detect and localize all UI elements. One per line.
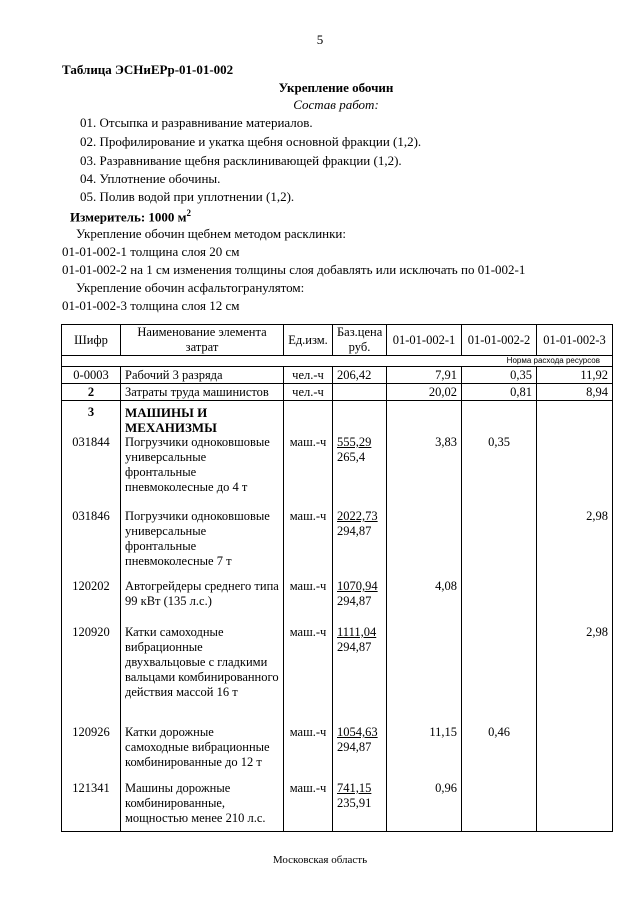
cell-code: 120926: [62, 725, 121, 781]
cell-unit: маш.-ч: [284, 435, 333, 509]
cell-unit: чел.-ч: [284, 384, 333, 401]
section-heading-text: Укрепление обочин: [278, 80, 394, 95]
work-item: 02. Профилирование и укатка щебня основной фракции (1,2).: [80, 134, 422, 149]
cell-value-1: 7,91: [387, 367, 462, 384]
cell-code: 2: [62, 384, 121, 401]
description-line: 01-01-002-1 толщина слоя 20 см: [62, 244, 240, 259]
cell-name: Рабочий 3 разряда: [121, 367, 284, 384]
cell-value-2: [462, 509, 537, 579]
cell-name: Погрузчики одноковшовые универсальные фронтальные пневмоколесные 7 т: [121, 509, 284, 579]
description-line: 01-01-002-3 толщина слоя 12 см: [62, 298, 240, 313]
norm-label: Норма расхода ресурсов: [62, 356, 613, 367]
cell-name: Автогрейдеры среднего типа 99 кВт (135 л.с.): [121, 579, 284, 625]
table-row: [62, 435, 613, 509]
cell-value-3: 11,92: [537, 367, 613, 384]
header-price: Баз.цена руб.: [333, 325, 387, 356]
price-base: 294,87: [337, 640, 372, 654]
cell-unit: маш.-ч: [284, 579, 333, 625]
price-current: 1054,63: [337, 725, 378, 739]
work-composition-label: [0, 97, 640, 113]
unit-of-measure: [70, 208, 191, 225]
cell-value-1: [387, 625, 462, 725]
table-row: [62, 579, 613, 625]
cell-code: 031846: [62, 509, 121, 579]
cell-value-3: [537, 435, 613, 509]
unit-of-measure-text: Измеритель: 1000 м: [70, 209, 187, 225]
price-current: 2022,73: [337, 509, 378, 523]
cell-price: [333, 625, 387, 725]
work-item: 01. Отсыпка и разравнивание материалов.: [80, 115, 313, 130]
unit-superscript: 2: [186, 208, 192, 218]
cell-unit: маш.-ч: [284, 781, 333, 831]
cell-value-1: 0,96: [387, 781, 462, 831]
price-current: 741,15: [337, 781, 372, 795]
cell-value-1: [387, 509, 462, 579]
cell-name: Катки самоходные вибрационные двухвальцовые с гладкими вальцами комбинированного действия массой 16 т: [121, 625, 284, 725]
cell-price: [333, 579, 387, 625]
cell-value-1: 4,08: [387, 579, 462, 625]
description-line: Укрепление обочин асфальтогранулятом:: [76, 280, 305, 295]
resource-table: [61, 324, 613, 832]
price-base: 294,87: [337, 524, 372, 538]
cell-value-3: [537, 781, 613, 831]
cell-value-1: 3,83: [387, 435, 462, 509]
cell-name: Машины дорожные комбинированные, мощностью менее 210 л.с.: [121, 781, 284, 831]
table-row: [62, 384, 613, 401]
page-number: 5: [316, 32, 324, 47]
cell-code: 120202: [62, 579, 121, 625]
cell-unit: маш.-ч: [284, 509, 333, 579]
section-name: МАШИНЫ И МЕХАНИЗМЫ: [121, 401, 284, 436]
header-code: Шифр: [62, 325, 121, 356]
norm-row: [62, 356, 613, 367]
work-item: 05. Полив водой при уплотнении (1,2).: [80, 189, 295, 204]
footer-region: Московская область: [272, 854, 368, 866]
cell-value-3: 2,98: [537, 509, 613, 579]
work-composition-text: Состав работ:: [293, 97, 379, 112]
header-col3: 01-01-002-3: [537, 325, 613, 356]
header-name: Наименование элемента затрат: [121, 325, 284, 356]
cell-price: 206,42: [333, 367, 387, 384]
description-line: 01-01-002-2 на 1 см изменения толщины слоя добавлять или исключать по 01-002-1: [62, 262, 526, 277]
table-row: [62, 781, 613, 831]
price-current: 1070,94: [337, 579, 378, 593]
cell-value-1: 20,02: [387, 384, 462, 401]
table-row: [62, 725, 613, 781]
price-base: 235,91: [337, 796, 372, 810]
header-unit: Ед.изм.: [284, 325, 333, 356]
cell-unit: маш.-ч: [284, 625, 333, 725]
cell-price: [333, 384, 387, 401]
cell-unit: чел.-ч: [284, 367, 333, 384]
description-line: Укрепление обочин щебнем методом расклинки:: [76, 226, 346, 241]
cell-value-3: [537, 725, 613, 781]
cell-value-3: 8,94: [537, 384, 613, 401]
cell-name: Погрузчики одноковшовые универсальные фронтальные пневмоколесные до 4 т: [121, 435, 284, 509]
section-row: [62, 401, 613, 436]
cell-code: 3: [62, 401, 121, 436]
price-current: 1111,04: [337, 625, 377, 639]
cell-value-3: [537, 579, 613, 625]
section-heading: [0, 80, 640, 96]
cell-code: 120920: [62, 625, 121, 725]
cell-value-2: [462, 781, 537, 831]
table-row: [62, 625, 613, 725]
cell-value-2: 0,46: [462, 725, 537, 781]
cell-value-3: 2,98: [537, 625, 613, 725]
table-header-row: [62, 325, 613, 356]
cell-unit: маш.-ч: [284, 725, 333, 781]
cell-code: 121341: [62, 781, 121, 831]
cell-price: [333, 725, 387, 781]
cell-code: 0-0003: [62, 367, 121, 384]
price-current: 555,29: [337, 435, 372, 449]
cell-price: [333, 509, 387, 579]
price-base: 294,87: [337, 740, 372, 754]
cell-price: [333, 781, 387, 831]
cell-name: Затраты труда машинистов: [121, 384, 284, 401]
work-item: 04. Уплотнение обочины.: [80, 171, 221, 186]
header-col1: 01-01-002-1: [387, 325, 462, 356]
cell-code: 031844: [62, 435, 121, 509]
cell-value-2: 0,35: [462, 367, 537, 384]
cell-value-2: [462, 625, 537, 725]
cell-value-2: 0,81: [462, 384, 537, 401]
cell-price: [333, 435, 387, 509]
price-base: 294,87: [337, 594, 372, 608]
work-item: 03. Разравнивание щебня расклинивающей фракции (1,2).: [80, 153, 402, 168]
table-row: [62, 509, 613, 579]
cell-name: Катки дорожные самоходные вибрационные комбинированные до 12 т: [121, 725, 284, 781]
table-title: Таблица ЭСНиЕРр-01-01-002: [62, 62, 234, 77]
header-col2: 01-01-002-2: [462, 325, 537, 356]
cell-value-2: 0,35: [462, 435, 537, 509]
price-base: 265,4: [337, 450, 366, 464]
cell-value-2: [462, 579, 537, 625]
cell-value-1: 11,15: [387, 725, 462, 781]
table-row: [62, 367, 613, 384]
